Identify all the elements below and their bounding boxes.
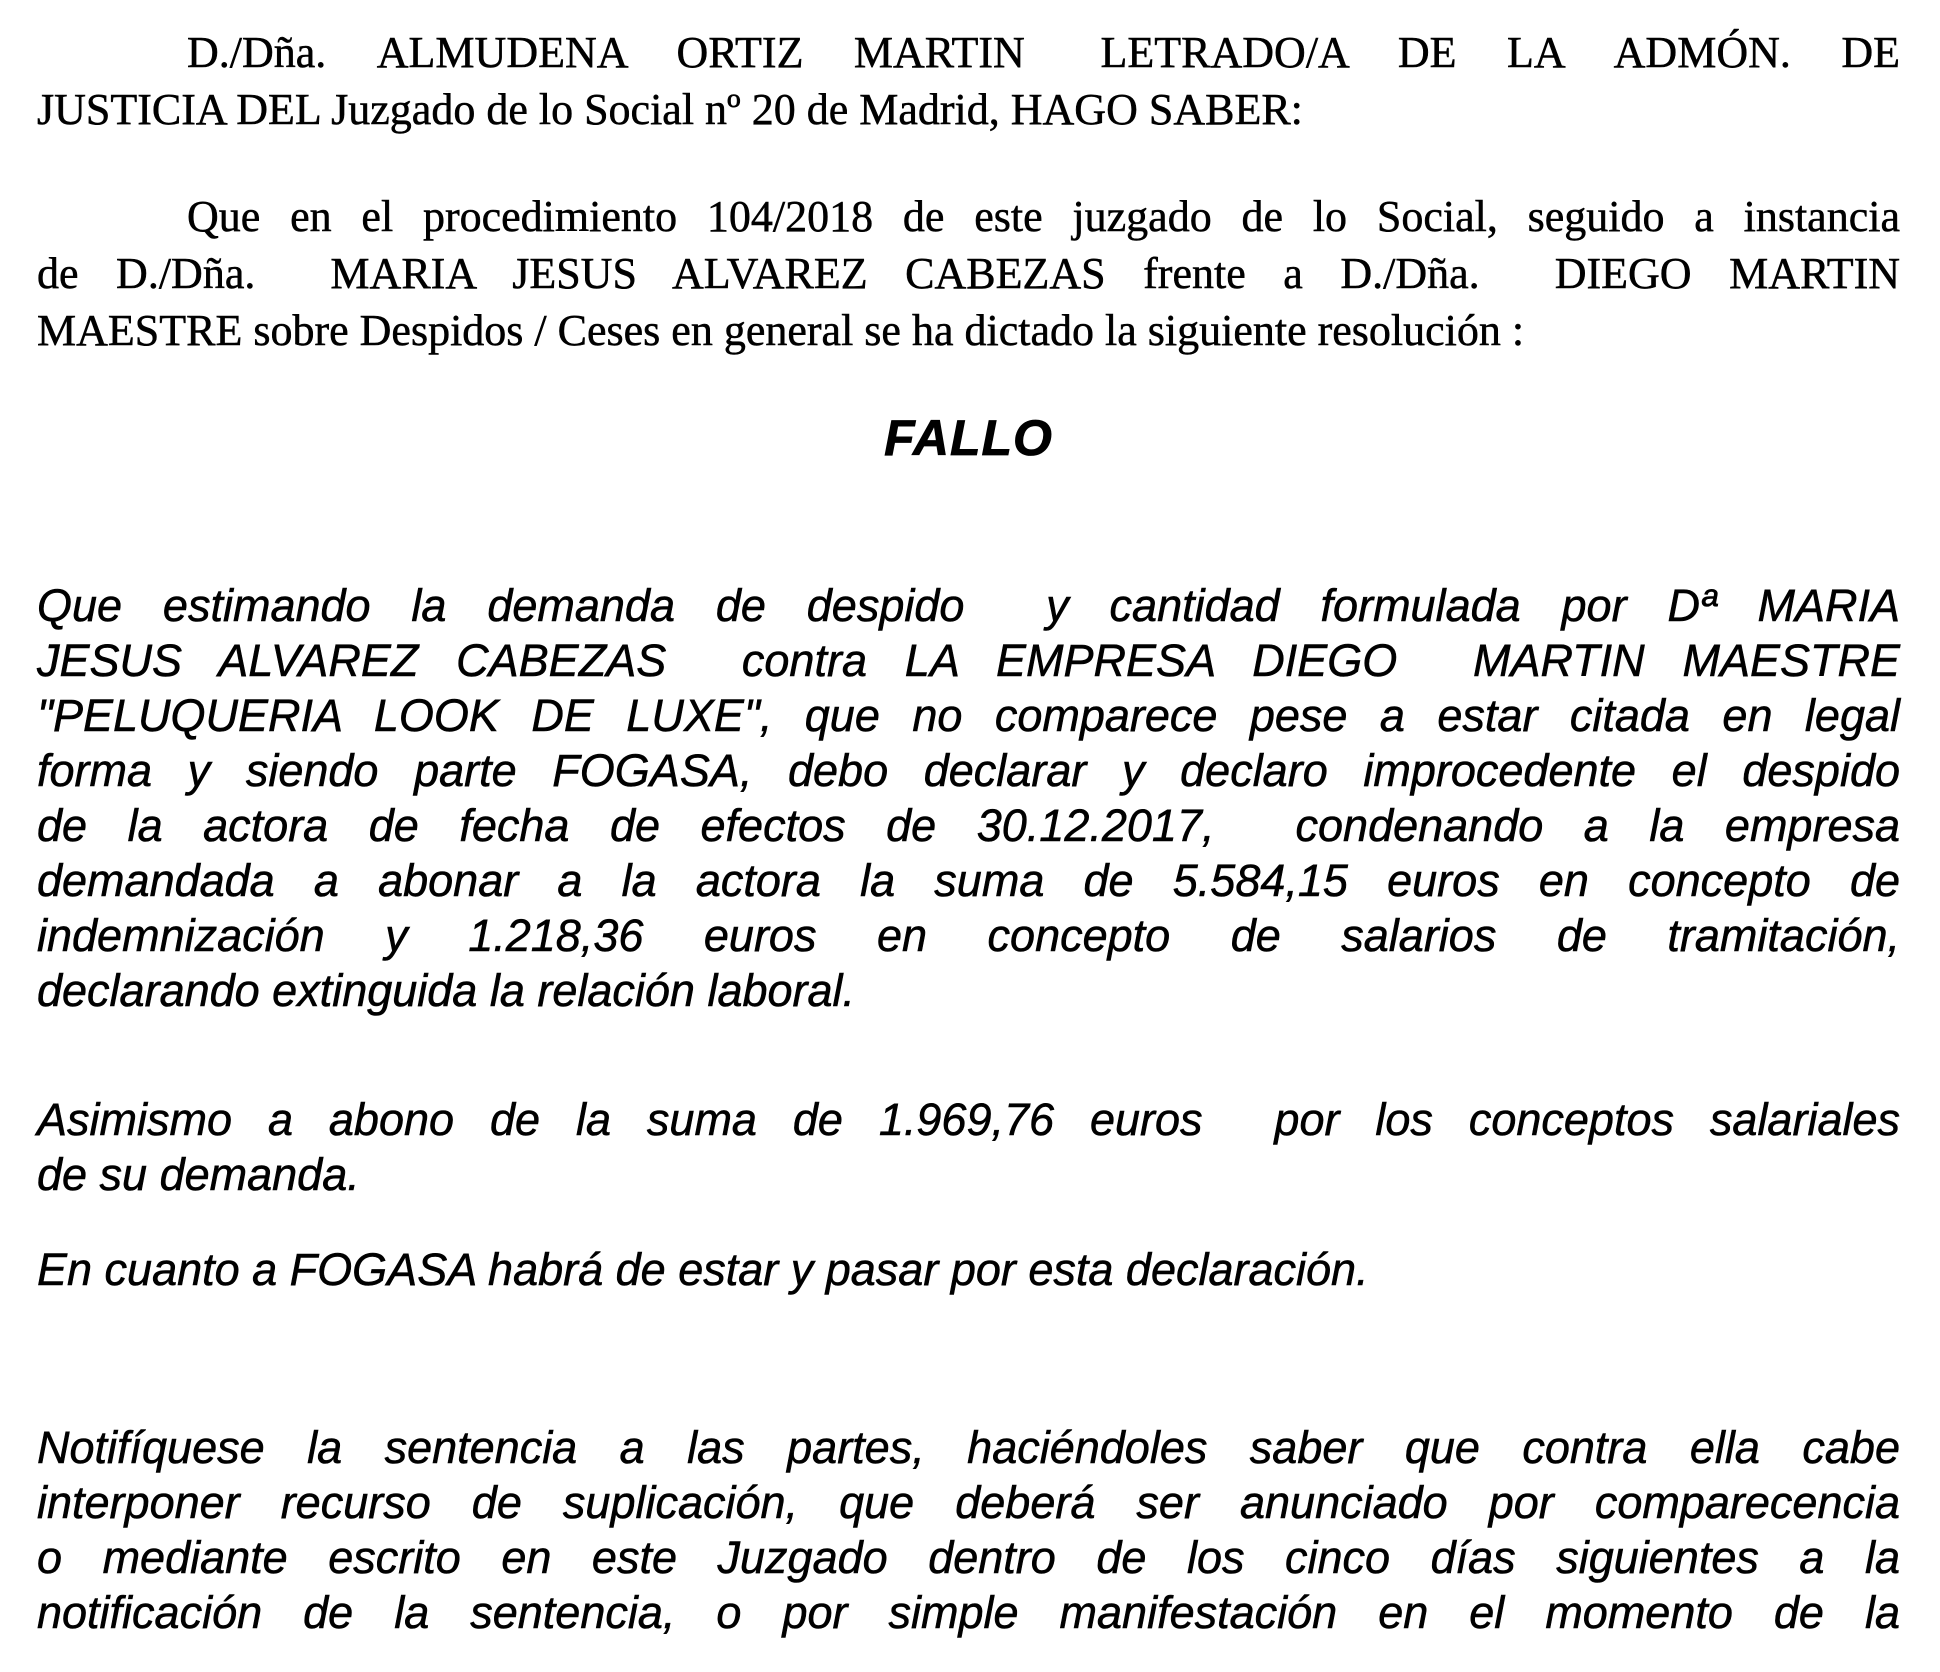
text-line: JESUS ALVAREZ CABEZAS contra LA EMPRESA DIEGO MARTIN MAESTRE bbox=[37, 635, 1900, 686]
text-line: de D./Dña. MARIA JESUS ALVAREZ CABEZAS frente a D./Dña. DIEGO MARTIN bbox=[37, 249, 1900, 298]
text-line: forma y siendo parte FOGASA, debo declarar y declaro improcedente el despido bbox=[37, 745, 1900, 796]
text-line: interponer recurso de suplicación, que deberá ser anunciado por comparecencia bbox=[37, 1477, 1900, 1528]
text-line: JUSTICIA DEL Juzgado de lo Social nº 20 de Madrid, HAGO SABER: bbox=[37, 85, 1303, 134]
procedure-paragraph bbox=[37, 188, 1900, 359]
abono-paragraph bbox=[37, 1092, 1900, 1202]
text-line: declarando extinguida la relación laboral. bbox=[37, 965, 856, 1016]
fallo-heading: FALLO bbox=[884, 410, 1053, 466]
fallo-body-paragraph bbox=[37, 578, 1900, 1018]
text-line: de la actora de fecha de efectos de 30.12.2017, condenando a la empresa bbox=[37, 800, 1900, 851]
text-line: En cuanto a FOGASA habrá de estar y pasar por esta declaración. bbox=[37, 1244, 1369, 1295]
text-line: Asimismo a abono de la suma de 1.969,76 euros por los conceptos salariales bbox=[37, 1094, 1900, 1145]
text-line: demandada a abonar a la actora la suma de 5.584,15 euros en concepto de bbox=[37, 855, 1900, 906]
text-line: "PELUQUERIA LOOK DE LUXE", que no comparece pese a estar citada en legal bbox=[37, 690, 1900, 741]
text-line: notificación de la sentencia, o por simple manifestación en el momento de la bbox=[37, 1587, 1900, 1638]
text-line: o mediante escrito en este Juzgado dentro de los cinco días siguientes a la bbox=[37, 1532, 1900, 1583]
notification-paragraph bbox=[37, 1420, 1900, 1640]
text-line: Que estimando la demanda de despido y cantidad formulada por Dª MARIA bbox=[37, 580, 1900, 631]
text-line: MAESTRE sobre Despidos / Ceses en general se ha dictado la siguiente resolución : bbox=[37, 306, 1525, 355]
fogasa-paragraph bbox=[37, 1242, 1900, 1297]
text-line: D./Dña. ALMUDENA ORTIZ MARTIN LETRADO/A DE LA ADMÓN. DE bbox=[187, 28, 1900, 77]
text-line: Que en el procedimiento 104/2018 de este juzgado de lo Social, seguido a instancia bbox=[187, 192, 1900, 241]
text-line: de su demanda. bbox=[37, 1149, 360, 1200]
letrado-header-paragraph bbox=[37, 24, 1900, 138]
text-line: indemnización y 1.218,36 euros en concepto de salarios de tramitación, bbox=[37, 910, 1900, 961]
text-line: Notifíquese la sentencia a las partes, haciéndoles saber que contra ella cabe bbox=[37, 1422, 1900, 1473]
